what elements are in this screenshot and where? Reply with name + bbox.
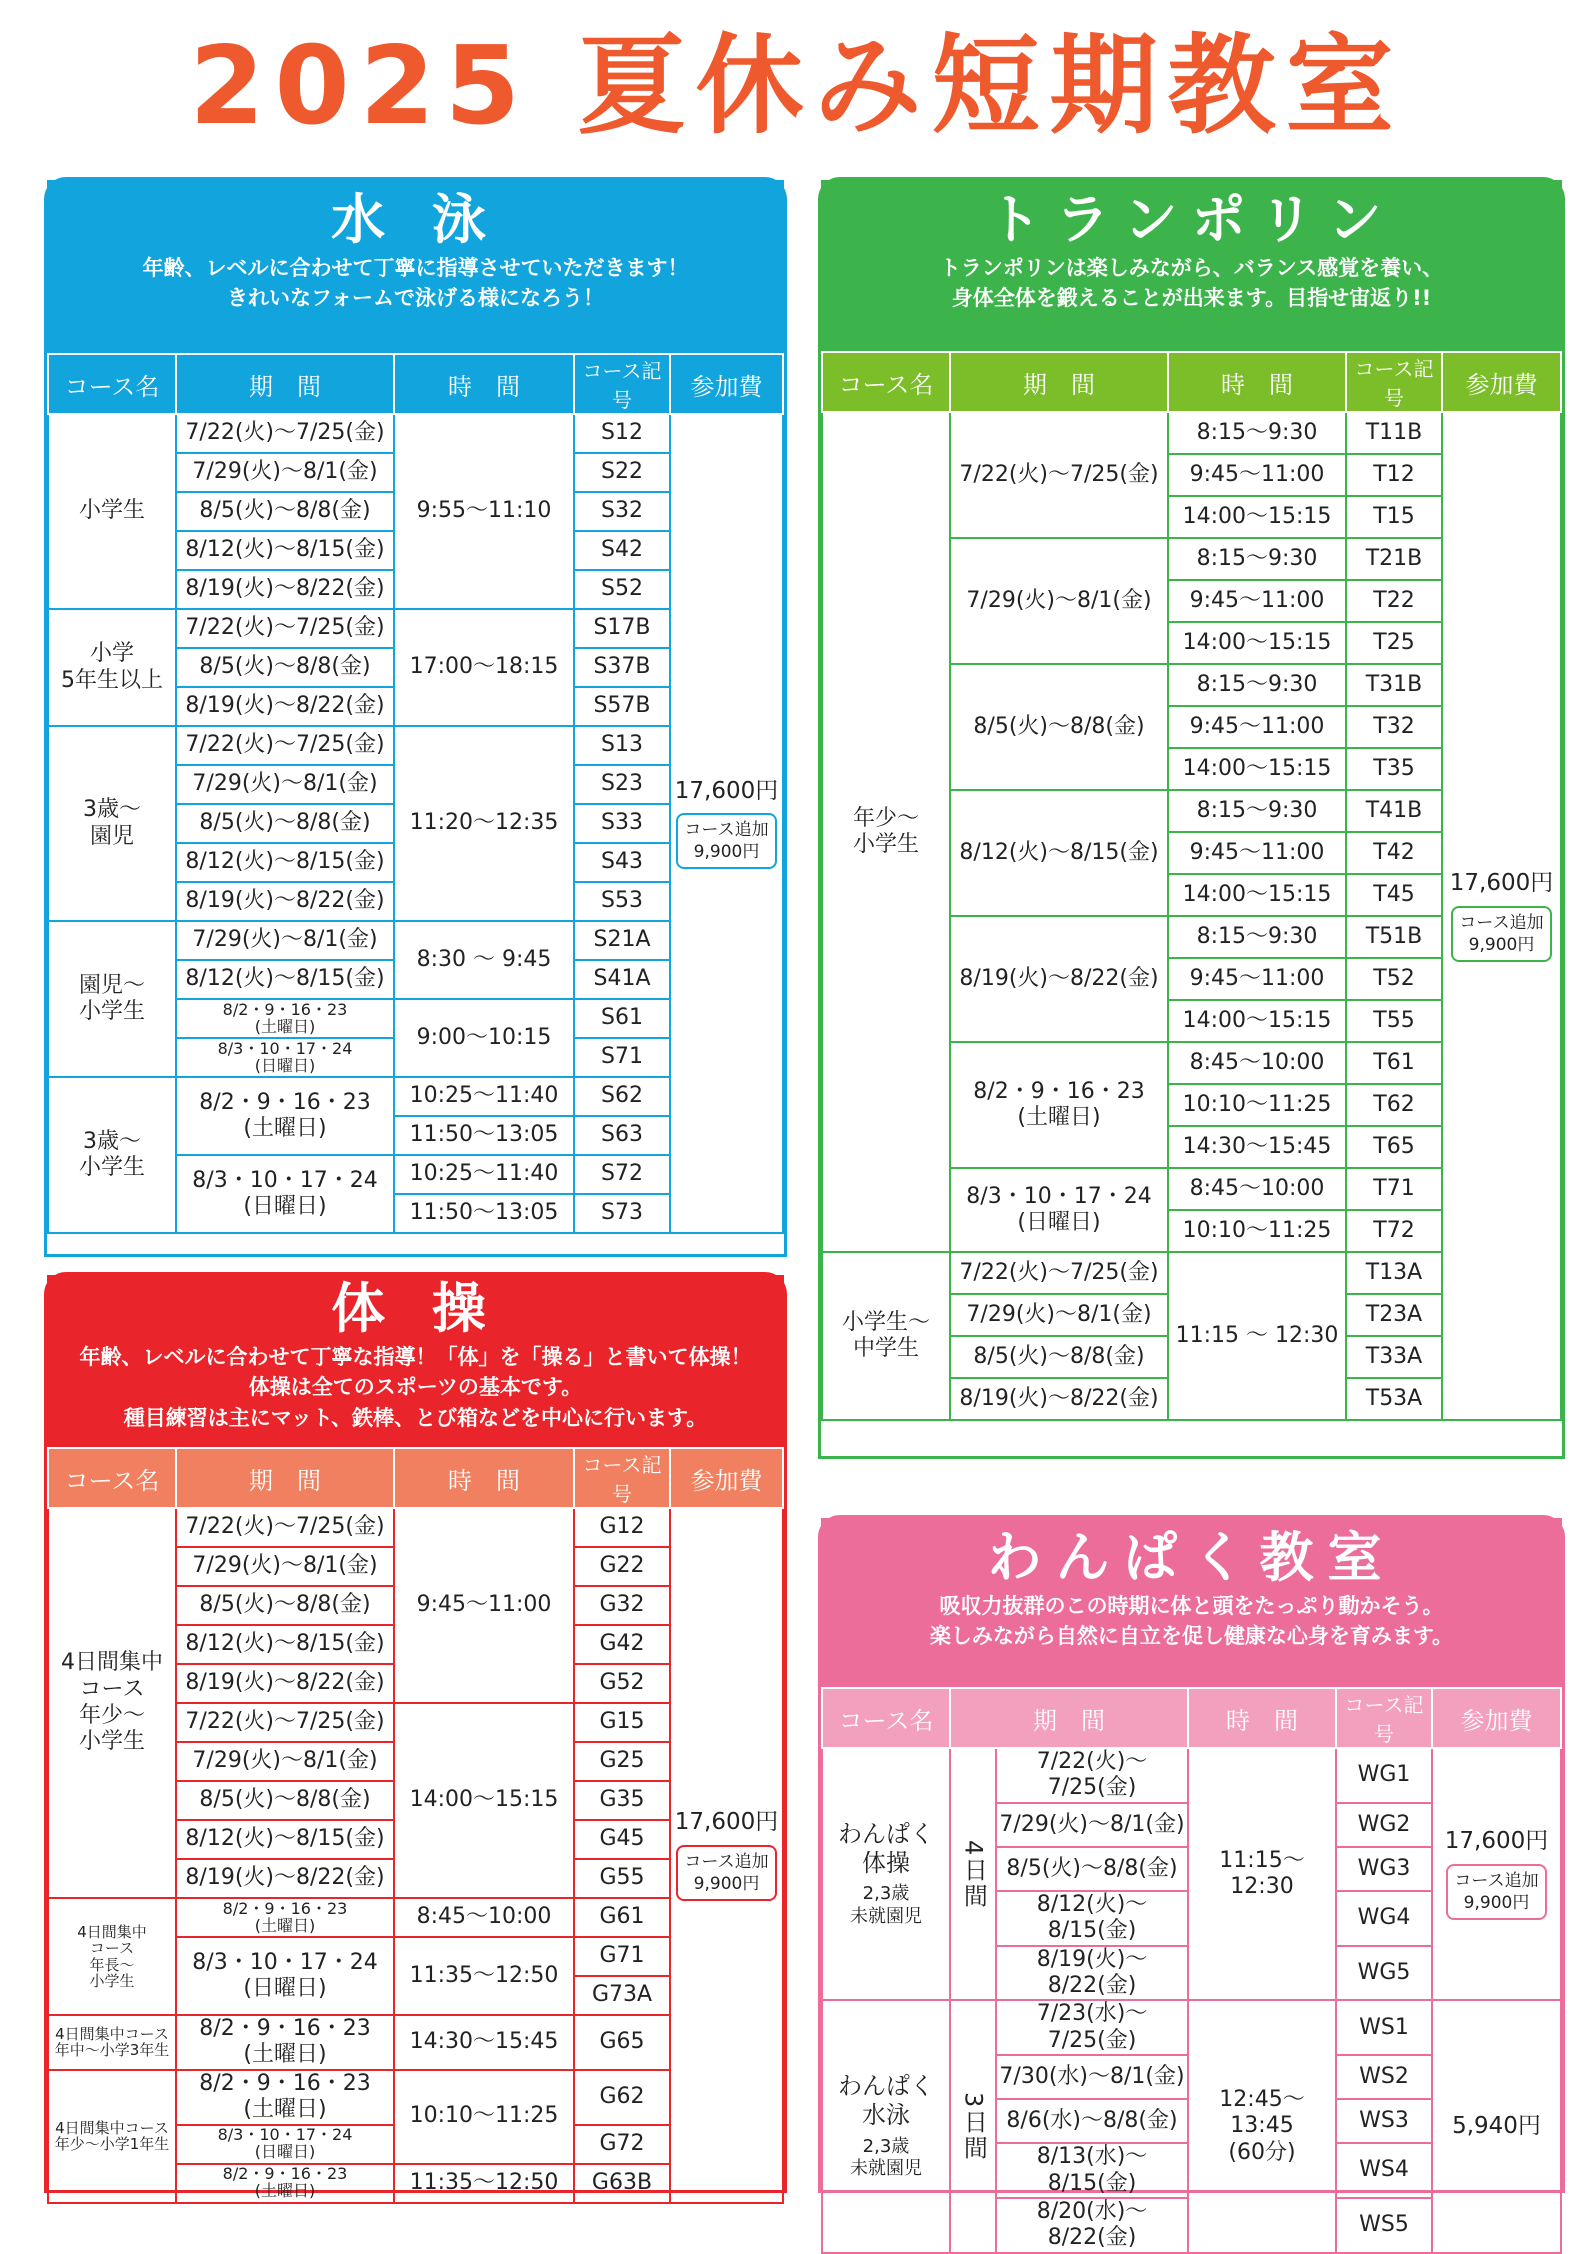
course-code: G72 <box>574 2125 670 2164</box>
col-period: 期 間 <box>176 354 394 414</box>
course-code: G65 <box>574 2015 670 2070</box>
fee-amount: 17,600円 <box>1444 1828 1549 1855</box>
time: 8:15～9:30 <box>1168 664 1346 706</box>
period: 8/12(火)～8/15(金) <box>176 1820 394 1859</box>
course-name: 小学生 <box>48 414 176 609</box>
course-code: T42 <box>1346 832 1442 874</box>
period: 8/2・9・16・23 (土曜日) <box>176 2070 394 2125</box>
course-code: G61 <box>574 1898 670 1937</box>
course-code: WG5 <box>1336 1946 1432 2001</box>
course-code: T31B <box>1346 664 1442 706</box>
time: 8:45～10:00 <box>1168 1168 1346 1210</box>
fee-add-box <box>676 1845 776 1901</box>
period: 8/13(水)～8/15(金) <box>996 2143 1188 2198</box>
time: 9:45～11:00 <box>1168 832 1346 874</box>
course-code: G12 <box>574 1508 670 1547</box>
time: 10:10～11:25 <box>394 2070 574 2164</box>
time: 8:15～9:30 <box>1168 916 1346 958</box>
course-code: T33A <box>1346 1336 1442 1378</box>
wanpaku-desc-2: 楽しみながら自然に自立を促し健康な心身を育みます。 <box>929 1624 1454 1649</box>
col-course: コース名 <box>822 1688 950 1748</box>
course-code: S62 <box>574 1077 670 1116</box>
fee-amount: 5,940円 <box>1432 2000 1561 2252</box>
course-code: T53A <box>1346 1378 1442 1420</box>
period: 8/19(火)～8/22(金) <box>950 916 1168 1042</box>
period: 8/5(火)～8/8(金) <box>950 1336 1168 1378</box>
period: 7/29(火)～8/1(金) <box>950 538 1168 664</box>
col-time: 時 間 <box>394 1448 574 1508</box>
fee-add-price: 9,900円 <box>693 842 760 863</box>
course-code: G73A <box>574 1976 670 2015</box>
table-row <box>48 414 783 453</box>
fee-add-label: コース追加 <box>684 820 769 841</box>
course-code: T32 <box>1346 706 1442 748</box>
course-code: WS4 <box>1336 2143 1432 2198</box>
course-code: S71 <box>574 1038 670 1077</box>
period: 8/5(火)～8/8(金) <box>176 648 394 687</box>
period: 8/19(火)～8/22(金) <box>996 1946 1188 2001</box>
period: 8/19(火)～8/22(金) <box>176 687 394 726</box>
course-code: S23 <box>574 765 670 804</box>
course-code: WS2 <box>1336 2055 1432 2099</box>
course-code: S22 <box>574 453 670 492</box>
col-course: コース名 <box>48 1448 176 1508</box>
course-code: S42 <box>574 531 670 570</box>
course-code: T71 <box>1346 1168 1442 1210</box>
course-code: T62 <box>1346 1084 1442 1126</box>
course-code: WS1 <box>1336 2000 1432 2055</box>
period: 8/6(水)～8/8(金) <box>996 2099 1188 2143</box>
time: 8:15～9:30 <box>1168 790 1346 832</box>
course-code: T11B <box>1346 412 1442 454</box>
course-code: S32 <box>574 492 670 531</box>
page-title: 2025 夏休み短期教室 <box>189 24 1404 149</box>
course-code: WG4 <box>1336 1891 1432 1946</box>
course-name: 4日間集中コース 年中～小学3年生 <box>48 2015 176 2070</box>
wanpaku-title: わんぱく教室 <box>987 1526 1396 1589</box>
course-code: T72 <box>1346 1210 1442 1252</box>
gymnastics-title: 体 操 <box>331 1277 500 1340</box>
course-name: 小学生～ 中学生 <box>822 1252 950 1420</box>
period: 7/29(火)～8/1(金) <box>176 453 394 492</box>
col-code: コース記号 <box>574 354 670 414</box>
col-course: コース名 <box>822 352 950 412</box>
fee-add-label: コース追加 <box>684 1851 769 1872</box>
fee-amount: 17,600円 <box>674 1809 779 1836</box>
course-code: T61 <box>1346 1042 1442 1084</box>
course-code: S37B <box>574 648 670 687</box>
period: 8/5(火)～8/8(金) <box>176 492 394 531</box>
course-code: T41B <box>1346 790 1442 832</box>
time: 11:15 ～ 12:30 <box>1168 1252 1346 1420</box>
course-name: 園児～ 小学生 <box>48 921 176 1077</box>
course-code: T22 <box>1346 580 1442 622</box>
course-code: T35 <box>1346 748 1442 790</box>
course-code: S21A <box>574 921 670 960</box>
col-period: 期 間 <box>950 1688 1188 1748</box>
course-name: 4日間集中コース 年少～小学1年生 <box>48 2070 176 2203</box>
swim-title: 水 泳 <box>331 188 500 251</box>
course-code: G63B <box>574 2164 670 2203</box>
course-code: T13A <box>1346 1252 1442 1294</box>
course-code: WG3 <box>1336 1847 1432 1891</box>
course-code: T23A <box>1346 1294 1442 1336</box>
time: 11:35～12:50 <box>394 1937 574 2015</box>
time: 8:45～10:00 <box>1168 1042 1346 1084</box>
period: 7/29(火)～8/1(金) <box>996 1803 1188 1847</box>
period: 8/5(火)～8/8(金) <box>176 1781 394 1820</box>
period: 8/5(火)～8/8(金) <box>176 804 394 843</box>
period: 8/12(火)～8/15(金) <box>176 1625 394 1664</box>
course-code: WS5 <box>1336 2198 1432 2253</box>
time: 12:45～13:45 (60分) <box>1188 2000 1336 2252</box>
time: 14:00～15:15 <box>1168 496 1346 538</box>
time: 9:00～10:15 <box>394 999 574 1077</box>
time: 9:55～11:10 <box>394 414 574 609</box>
col-code: コース記号 <box>1346 352 1442 412</box>
fee-cell <box>1442 412 1561 1420</box>
time: 14:00～15:15 <box>1168 622 1346 664</box>
gymnastics-panel <box>44 1272 787 2201</box>
time: 11:15～12:30 <box>1188 1748 1336 2000</box>
course-code: S63 <box>574 1116 670 1155</box>
course-name: 小学 5年生以上 <box>48 609 176 726</box>
course-code: G52 <box>574 1664 670 1703</box>
fee-add-box <box>1446 1864 1546 1920</box>
period: 8/5(火)～8/8(金) <box>176 1586 394 1625</box>
course-code: T55 <box>1346 1000 1442 1042</box>
period: 7/30(水)～8/1(金) <box>996 2055 1188 2099</box>
gymnastics-desc-2: 体操は全てのスポーツの基本です。 <box>248 1375 583 1400</box>
period: 8/12(火)～8/15(金) <box>176 843 394 882</box>
course-code: WG1 <box>1336 1748 1432 1803</box>
period: 7/22(火)～7/25(金) <box>996 1748 1188 1803</box>
period: 8/3・10・17・24 (日曜日) <box>176 1038 394 1077</box>
period: 7/22(火)～7/25(金) <box>950 412 1168 538</box>
course-code: S43 <box>574 843 670 882</box>
time: 11:20～12:35 <box>394 726 574 921</box>
swim-header <box>47 180 784 353</box>
course-name: 4日間集中 コース 年少～ 小学生 <box>48 1508 176 1898</box>
col-period: 期 間 <box>950 352 1168 412</box>
period: 8/12(火)～8/15(金) <box>176 531 394 570</box>
gymnastics-header <box>47 1275 784 1447</box>
time: 14:30～15:45 <box>1168 1126 1346 1168</box>
period: 7/22(火)～7/25(金) <box>176 609 394 648</box>
period: 7/22(火)～7/25(金) <box>176 726 394 765</box>
trampoline-table <box>821 351 1562 1421</box>
period: 8/2・9・16・23 (土曜日) <box>176 2164 394 2203</box>
period: 8/19(火)～8/22(金) <box>176 882 394 921</box>
period: 7/29(火)～8/1(金) <box>176 765 394 804</box>
col-fee: 参加費 <box>1432 1688 1561 1748</box>
time: 8:30 ～ 9:45 <box>394 921 574 999</box>
time: 10:10～11:25 <box>1168 1210 1346 1252</box>
course-code: G62 <box>574 2070 670 2125</box>
fee-add-price: 9,900円 <box>1468 934 1535 955</box>
swim-panel <box>44 177 787 1257</box>
fee-add-label: コース追加 <box>1459 912 1544 933</box>
course-code: G42 <box>574 1625 670 1664</box>
fee-add-price: 9,900円 <box>1463 1892 1530 1913</box>
course-code: WS3 <box>1336 2099 1432 2143</box>
period: 8/2・9・16・23 (土曜日) <box>950 1042 1168 1168</box>
col-period: 期 間 <box>176 1448 394 1508</box>
period: 8/12(火)～8/15(金) <box>176 960 394 999</box>
period: 8/3・10・17・24 (日曜日) <box>176 1937 394 2015</box>
col-time: 時 間 <box>1168 352 1346 412</box>
period: 7/29(火)～8/1(金) <box>950 1294 1168 1336</box>
course-code: T21B <box>1346 538 1442 580</box>
period: 8/3・10・17・24 (日曜日) <box>950 1168 1168 1252</box>
trampoline-title: トランポリン <box>987 188 1396 251</box>
course-code: T65 <box>1346 1126 1442 1168</box>
period: 8/12(火)～8/15(金) <box>950 790 1168 916</box>
fee-cell <box>670 1508 783 2203</box>
time: 9:45～11:00 <box>1168 706 1346 748</box>
days-label: 3日間 <box>950 2000 996 2252</box>
time: 11:35～12:50 <box>394 2164 574 2203</box>
course-code: WG2 <box>1336 1803 1432 1847</box>
time: 9:45～11:00 <box>1168 958 1346 1000</box>
course-name <box>822 1748 950 2000</box>
table-row <box>48 1508 783 1547</box>
fee-amount: 17,600円 <box>674 777 779 804</box>
period: 8/5(火)～8/8(金) <box>950 664 1168 790</box>
time: 14:00～15:15 <box>1168 1000 1346 1042</box>
fee-cell <box>1432 1748 1561 2000</box>
time: 11:50～13:05 <box>394 1194 574 1233</box>
period: 8/19(火)～8/22(金) <box>176 570 394 609</box>
course-code: S13 <box>574 726 670 765</box>
course-code: T12 <box>1346 454 1442 496</box>
period: 7/29(火)～8/1(金) <box>176 1547 394 1586</box>
period: 7/22(火)～7/25(金) <box>176 1508 394 1547</box>
course-code: S61 <box>574 999 670 1038</box>
col-fee: 参加費 <box>670 1448 783 1508</box>
period: 7/29(火)～8/1(金) <box>176 1742 394 1781</box>
course-code: S53 <box>574 882 670 921</box>
course-code: T52 <box>1346 958 1442 1000</box>
course-code: G35 <box>574 1781 670 1820</box>
course-name: 3歳～ 小学生 <box>48 1077 176 1233</box>
course-code: G22 <box>574 1547 670 1586</box>
time: 14:00～15:15 <box>394 1703 574 1898</box>
course-code: S17B <box>574 609 670 648</box>
gymnastics-table <box>47 1447 784 2204</box>
time: 10:25～11:40 <box>394 1077 574 1116</box>
period: 8/12(火)～8/15(金) <box>996 1891 1188 1946</box>
gymnastics-desc-1: 年齢、レベルに合わせて丁寧な指導！「体」を「操る」と書いて体操！ <box>79 1344 752 1369</box>
fee-add-box <box>1451 906 1551 962</box>
period: 8/3・10・17・24 (日曜日) <box>176 2125 394 2164</box>
course-name: 3歳～ 園児 <box>48 726 176 921</box>
period: 8/2・9・16・23 (土曜日) <box>176 1077 394 1155</box>
time: 9:45～11:00 <box>1168 454 1346 496</box>
time: 8:45～10:00 <box>394 1898 574 1937</box>
wanpaku-panel <box>818 1515 1565 2251</box>
trampoline-desc-1: トランポリンは楽しみながら、バランス感覚を養い、 <box>939 255 1444 280</box>
col-time: 時 間 <box>394 354 574 414</box>
fee-add-label: コース追加 <box>1454 1870 1539 1891</box>
wanpaku-table <box>821 1687 1562 2254</box>
trampoline-header <box>821 180 1562 351</box>
course-title: わんぱく 体操 <box>838 1819 934 1877</box>
period: 7/22(火)～7/25(金) <box>176 1703 394 1742</box>
col-code: コース記号 <box>1336 1688 1432 1748</box>
period: 7/23(水)～7/25(金) <box>996 2000 1188 2055</box>
period: 8/19(火)～8/22(金) <box>176 1859 394 1898</box>
time: 11:50～13:05 <box>394 1116 574 1155</box>
time: 10:25～11:40 <box>394 1155 574 1194</box>
time: 8:15～9:30 <box>1168 538 1346 580</box>
course-name <box>822 2000 950 2252</box>
course-name: 年少～ 小学生 <box>822 412 950 1252</box>
course-code: S52 <box>574 570 670 609</box>
col-course: コース名 <box>48 354 176 414</box>
table-row <box>822 2000 1561 2055</box>
table-row <box>822 1748 1561 1803</box>
course-code: S41A <box>574 960 670 999</box>
period: 7/22(火)～7/25(金) <box>950 1252 1168 1294</box>
period: 8/19(火)～8/22(金) <box>950 1378 1168 1420</box>
course-code: T51B <box>1346 916 1442 958</box>
course-code: G15 <box>574 1703 670 1742</box>
trampoline-panel <box>818 177 1565 1459</box>
col-fee: 参加費 <box>670 354 783 414</box>
course-name: 4日間集中 コース 年長～ 小学生 <box>48 1898 176 2015</box>
course-code: T25 <box>1346 622 1442 664</box>
time: 10:10～11:25 <box>1168 1084 1346 1126</box>
period: 8/2・9・16・23 (土曜日) <box>176 2015 394 2070</box>
days-label: 4日間 <box>950 1748 996 2000</box>
trampoline-desc-2: 身体全体を鍛えることが出来ます。目指せ宙返り!! <box>951 286 1432 311</box>
table-row <box>822 412 1561 454</box>
fee-cell <box>670 414 783 1233</box>
course-title: わんぱく 水泳 <box>838 2072 934 2130</box>
course-code: G71 <box>574 1937 670 1976</box>
swim-desc-2: きれいなフォームで泳げる様になろう！ <box>227 286 604 311</box>
period: 8/20(水)～8/22(金) <box>996 2198 1188 2253</box>
time: 9:45～11:00 <box>394 1508 574 1703</box>
time: 17:00～18:15 <box>394 609 574 726</box>
col-fee: 参加費 <box>1442 352 1561 412</box>
time: 14:00～15:15 <box>1168 874 1346 916</box>
course-code: S12 <box>574 414 670 453</box>
course-code: G55 <box>574 1859 670 1898</box>
period: 8/2・9・16・23 (土曜日) <box>176 999 394 1038</box>
period: 7/22(火)～7/25(金) <box>176 414 394 453</box>
period: 8/5(火)～8/8(金) <box>996 1847 1188 1891</box>
fee-add-box <box>676 813 776 869</box>
course-code: S57B <box>574 687 670 726</box>
course-age: 2,3歳 未就園児 <box>850 2135 922 2180</box>
gymnastics-desc-3: 種目練習は主にマット、鉄棒、とび箱などを中心に行います。 <box>123 1405 708 1430</box>
period: 8/2・9・16・23 (土曜日) <box>176 1898 394 1937</box>
course-code: T15 <box>1346 496 1442 538</box>
swim-table <box>47 353 784 1234</box>
time: 14:00～15:15 <box>1168 748 1346 790</box>
period: 8/3・10・17・24 (日曜日) <box>176 1155 394 1233</box>
period: 8/19(火)～8/22(金) <box>176 1664 394 1703</box>
time: 14:30～15:45 <box>394 2015 574 2070</box>
course-code: G25 <box>574 1742 670 1781</box>
course-age: 2,3歳 未就園児 <box>850 1883 922 1927</box>
fee-add-price: 9,900円 <box>693 1874 760 1895</box>
course-code: S72 <box>574 1155 670 1194</box>
swim-desc-1: 年齢、レベルに合わせて丁寧に指導させていただきます！ <box>142 255 689 280</box>
time: 8:15～9:30 <box>1168 412 1346 454</box>
wanpaku-header <box>821 1518 1562 1687</box>
fee-amount: 17,600円 <box>1449 870 1554 897</box>
course-code: S33 <box>574 804 670 843</box>
period: 7/29(火)～8/1(金) <box>176 921 394 960</box>
course-code: S73 <box>574 1194 670 1233</box>
course-code: T45 <box>1346 874 1442 916</box>
course-code: G45 <box>574 1820 670 1859</box>
wanpaku-desc-1: 吸収力抜群のこの時期に体と頭をたっぷり動かそう。 <box>939 1593 1444 1618</box>
time: 9:45～11:00 <box>1168 580 1346 622</box>
col-time: 時 間 <box>1188 1688 1336 1748</box>
col-code: コース記号 <box>574 1448 670 1508</box>
course-code: G32 <box>574 1586 670 1625</box>
